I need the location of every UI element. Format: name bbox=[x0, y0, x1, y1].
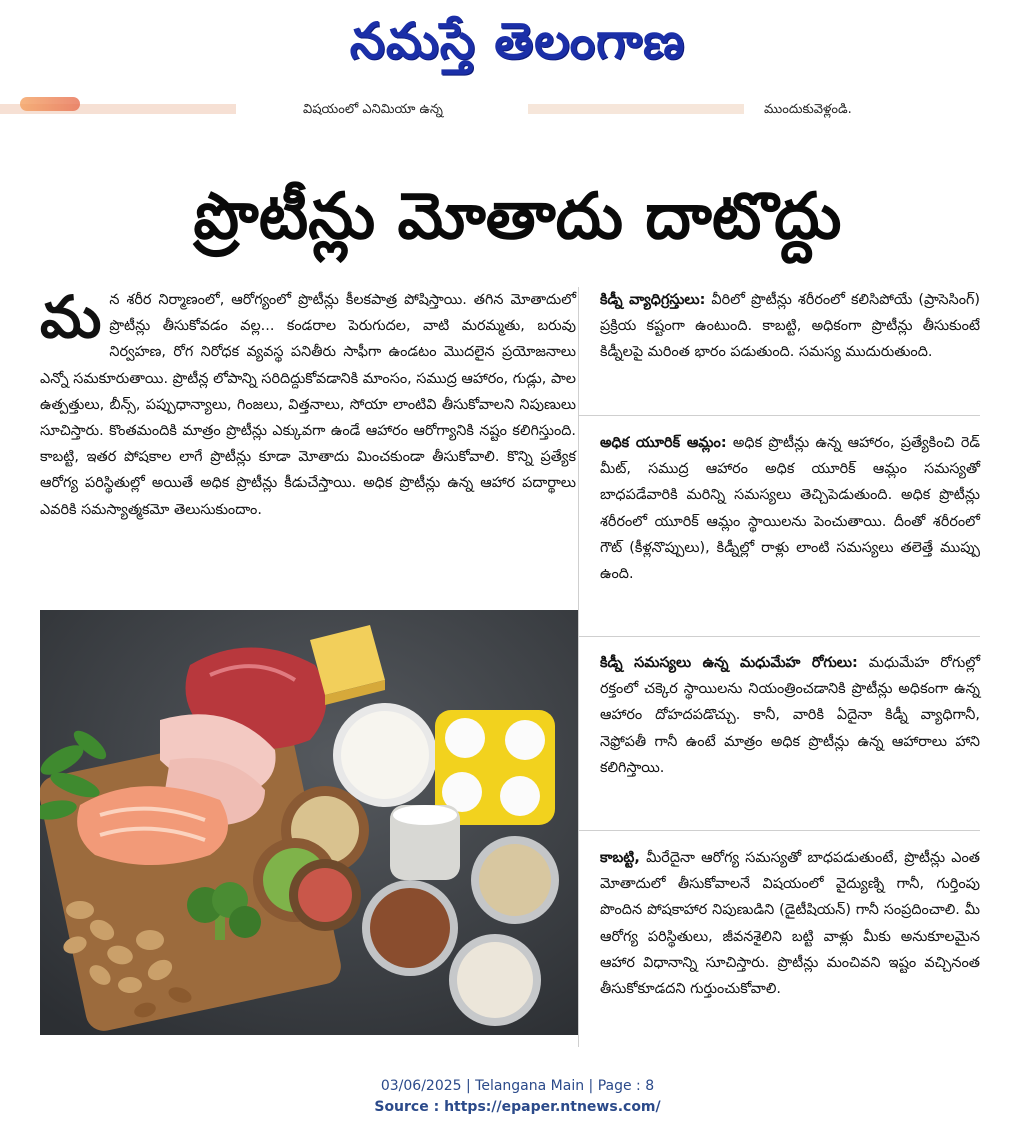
section-diabetic-kidney bbox=[600, 650, 980, 781]
intro-text: న శరీర నిర్మాణంలో, ఆరోగ్యంలో ప్రొటీన్లు కీలకపాత్ర పోషిస్తాయి. తగిన మోతాదులో ప్రొటీన్లు తీసుకోవడం వల్ల... కండరాల పెరుగుదల, వాటి మరమ్మతు, బరువు నిర్వహణ, రోగ నిరోధక వ్యవస్థ పనితీరు సాఫీగా ఉండటం మొదలైన ప్రయోజనాలు ఎన్నో సమకూరుతాయి. ప్రొటీన్ల లోపాన్ని సరిదిద్దుకోవడానికి మాంసం, సముద్ర ఆహారం, గుడ్లు, పాల ఉత్పత్తులు, బీన్స్, పప్పుధాన్యాలు, గింజలు, విత్తనాలు, సోయా లాంటివి తీసుకోవాలని నిపుణులు సూచిస్తారు. కొంతమందికి మాత్రం ప్రొటీన్లు ఎక్కువగా ఉండే ఆహారం ఆరోగ్యానికి నష్టం కలిగిస్తుంది. కాబట్టి, ఇతర పోషకాల లాగే ప్రొటీన్లు కూడా మోతాదు మించకుండా తీసుకోవాలి. కొన్ని ప్రత్యేక ఆరోగ్య పరిస్థితుల్లో అయితే అధిక ప్రొటీన్లు కీడుచేస్తాయి. అధిక ప్రొటీన్లు ఉన్న ఆహార పదార్థాలు ఎవరికి సమస్యాత్మకమో తెలుసుకుందాం. bbox=[40, 292, 576, 518]
section-text bbox=[600, 287, 980, 366]
section-body: వీరిలో ప్రొటీన్లు శరీరంలో కలిసిపోయే (ప్రాసెసింగ్) ప్రక్రియ కష్టంగా ఉంటుంది. కాబట్టి, అధికంగా ప్రొటీన్లు తీసుకుంటే కిడ్నీలపై మరింత భారం పడుతుంది. సమస్య ముదురుతుంది. bbox=[600, 292, 980, 361]
section-text bbox=[600, 845, 980, 1002]
section-divider bbox=[578, 830, 980, 831]
headline: ప్రొటీన్లు మోతాదు దాటొద్దు bbox=[193, 180, 842, 254]
section-heading: కిడ్నీ సమస్యలు ఉన్న మధుమేహ రోగులు: bbox=[600, 655, 858, 671]
strip-decoration-mid bbox=[528, 104, 744, 114]
section-heading: అధిక యూరిక్ ఆమ్లం: bbox=[600, 435, 727, 451]
section-conclusion bbox=[600, 845, 980, 1002]
dropcap: మ bbox=[40, 283, 102, 351]
section-kidney-patients bbox=[600, 287, 980, 366]
section-divider bbox=[578, 636, 980, 637]
strip-accent bbox=[20, 97, 80, 111]
section-body: అధిక ప్రొటీన్లు ఉన్న ఆహారం, ప్రత్యేకించి రెడ్ మీట్, సముద్ర ఆహారం అధిక యూరిక్ ఆమ్లం సమస్యతో బాధపడేవారికి మరిన్ని సమస్యలు తెచ్చిపెడుతుంది. అధిక ప్రొటీన్లు శరీరంలో యూరిక్ ఆమ్లం స్థాయిలను పెంచుతాయి. దీంతో శరీరంలో గౌట్ (కీళ్లనొప్పులు), కిడ్నీల్లో రాళ్లు లాంటి సమస్యలు తలెత్తే ముప్పు ఉంది. bbox=[600, 435, 980, 583]
masthead-logo: నమస్తే తెలంగాణ bbox=[349, 11, 686, 70]
footer bbox=[0, 1076, 1035, 1118]
column-divider bbox=[578, 287, 579, 1047]
section-uric-acid bbox=[600, 430, 980, 587]
section-body: మీరేదైనా ఆరోగ్య సమస్యతో బాధపడుతుంటే, ప్రొటీన్లు ఎంత మోతాదులో తీసుకోవాలనే విషయంలో వైద్యుణ్ని గానీ, గుర్తింపు పొందిన పోషకాహార నిపుణుడిని (డైటీషియన్) గానీ సంప్రదించాలి. మీ ఆరోగ్య పరిస్థితులు, జీవనశైలిని బట్టి వాళ్లు మీకు అనుకూలమైన ఆహార విధానాన్ని సూచిస్తారు. ప్రొటీన్లు మంచివని ఇష్టం వచ్చినంత తీసుకోకూడదని గుర్తుంచుకోవాలి. bbox=[600, 850, 980, 998]
intro-column bbox=[40, 283, 576, 523]
section-body: మధుమేహ రోగుల్లో రక్తంలో చక్కెర స్థాయిలను నియంత్రించడానికి ప్రొటీన్లు అధికంగా ఉన్న ఆహారం దోహదపడొచ్చు. కానీ, వారికి ఏదైనా కిడ్నీ వ్యాధిగానీ, నెఫ్రోపతీ గానీ ఉంటే మాత్రం అధిక ప్రొటీన్లు ఉన్న ఆహారాలు హాని కలిగిస్తాయి. bbox=[600, 655, 980, 776]
top-strip-left-text: విషయంలో ఎనిమియా ఉన్న bbox=[303, 102, 443, 117]
footer-date-edition: 03/06/2025 | Telangana Main | Page : 8 bbox=[380, 1078, 655, 1094]
section-heading: కిడ్నీ వ్యాధిగ్రస్తులు: bbox=[600, 292, 706, 308]
footer-source: Source : https://epaper.ntnews.com/ bbox=[374, 1099, 661, 1115]
section-divider bbox=[578, 415, 980, 416]
top-strip-right-text: ముందుకువెళ్లండి. bbox=[764, 102, 852, 117]
protein-foods-illustration bbox=[40, 610, 578, 1035]
section-text bbox=[600, 430, 980, 587]
food-photo bbox=[40, 610, 578, 1035]
section-heading: కాబట్టి, bbox=[600, 850, 640, 866]
section-text bbox=[600, 650, 980, 781]
